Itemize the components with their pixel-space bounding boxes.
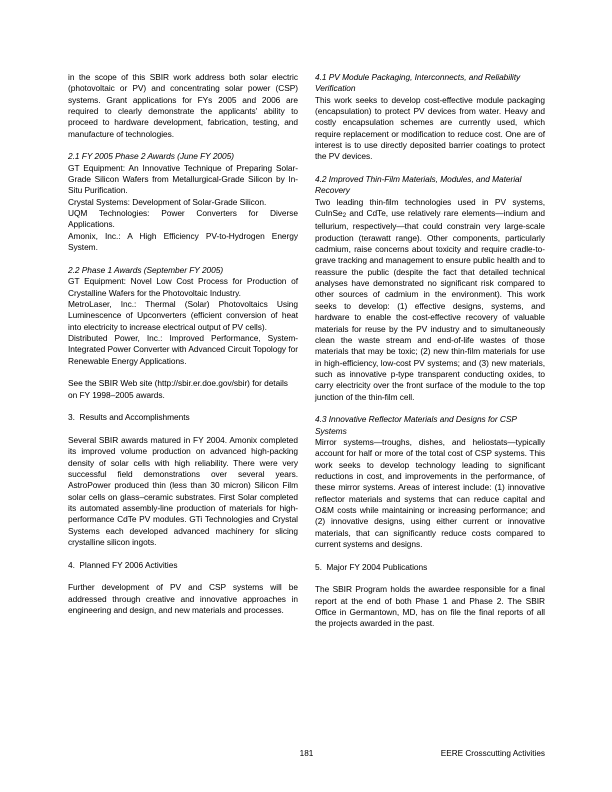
paragraph-spacer: [315, 163, 545, 174]
left-column: [68, 72, 298, 712]
paragraph-spacer: [68, 401, 298, 412]
heading-4-1: 4.1 PV Module Packaging, Interconnects, and Reliability Verification: [315, 72, 521, 94]
section-4-3-paragraph: Mirror systems—troughs, dishes, and heliostats—typically account for half or more of the total cost of CSP systems. This work seeks to develop technology leading to significant reductions in cost, and improvements in the performance, of these mirror systems. Areas of interest include: (1) innovative reflector materials and systems that can reduce capital and O&M costs while maintaining or increasing performance; and (2) innovative designs, using either current or innovative materials, that can significantly reduce costs compared to current systems and designs.: [315, 436, 545, 550]
award-item: GT Equipment: An Innovative Technique of Preparing Solar-Grade Silicon Wafers from Metallurgical-Grade Silicon by In-Situ Purification.: [68, 162, 298, 196]
paragraph-spacer: [315, 550, 545, 561]
section-4-2-text-post: and CdTe, use relatively rare elements—indium and tellurium, respectively—that could constrain very large-scale production (terawatt range). Other components, particularly cadmium, raise concerns about toxicity and require cradle-to-grave tracking and management to ensure public health and to reassure the public (despite the fact that detailed technical analyses have demonstrated no significant risk compared to other sources of cadmium in the environment). This work seeks to develop: (1) effective designs, systems, and hardware to enable the cost-effective recovery of valuable materials for reuse by the PV industry and to simultaneously clean the waste stream and end-of-life wastes of those materials that may be toxic; (2) new thin-film materials for use in high-efficiency, low-cost PV systems; and (3) new materials, such as innovative p-type transparent conducting oxides, to carry electricity over the front surface of the module to the top junction of the thin-film cell.: [315, 208, 545, 402]
cuinse2-subscript: 2: [342, 212, 347, 220]
heading-section-3: [68, 412, 298, 423]
section-4-number: 4.: [68, 559, 75, 570]
section-5-paragraph: The SBIR Program holds the awardee responsible for a final report at the end of both Phase 1 and Phase 2. The SBIR Office in Germantown, MD, has on file the final reports of all the projects awarded in the past.: [315, 584, 545, 629]
sbir-web-note: See the SBIR Web site (http://sbir.er.doe.gov/sbir) for details on FY 1998–2005 awards.: [68, 378, 288, 400]
section-3-title: Results and Accomplishments: [79, 412, 190, 423]
two-column-body: [68, 72, 545, 712]
award-item: Crystal Systems: Development of Solar-Grade Silicon.: [68, 196, 267, 207]
section-4-title: Planned FY 2006 Activities: [79, 559, 178, 570]
right-column: [315, 72, 545, 712]
section-4-2-paragraph: [315, 197, 545, 403]
page-footer: [68, 748, 545, 762]
award-item: Amonix, Inc.: A High Efficiency PV-to-Hydrogen Energy System.: [68, 230, 298, 253]
paragraph-spacer: [68, 424, 298, 435]
paragraph-spacer: [68, 548, 298, 559]
section-3-number: 3.: [68, 412, 75, 423]
heading-section-4: [68, 560, 298, 571]
section-4-2-text-pre: Two leading thin-film technologies used in PV systems, CuInSe: [315, 196, 545, 219]
section-5-number: 5.: [315, 561, 322, 572]
heading-section-5: [315, 562, 545, 573]
paragraph-spacer: [68, 140, 298, 151]
heading-2-2: 2.2 Phase 1 Awards (September FY 2005): [68, 264, 224, 275]
section-3-paragraph: Several SBIR awards matured in FY 2004. Amonix completed its improved volume production on advanced high-packing density of solar cells with high reliability. There were very successful field demonstrations over several years. AstroPower produced thin (less than 30 micron) Silicon Film solar cells on glass–ceramic substrates. First Solar completed its automated assembly-line production of materials for high-performance CdTe PV modules. GTi Technologies and Crystal Systems each developed advanced machinery for slicing crystalline silicon ingots.: [68, 435, 298, 548]
award-item: GT Equipment: Novel Low Cost Process for Production of Crystalline Wafers for the Photovoltaic Industry.: [68, 276, 298, 298]
intro-paragraph: in the scope of this SBIR work address both solar electric (photovoltaic or PV) and concentrating solar power (CSP) systems. Grant applications for FYs 2005 and 2006 are required to clearly demonstrate the applicants' ability to proceed to hardware development, fabrication, testing, and manufacture of technologies.: [68, 72, 298, 139]
paragraph-spacer: [68, 571, 298, 582]
page-number: 181: [299, 749, 314, 758]
award-item: UQM Technologies: Power Converters for Diverse Applications.: [68, 208, 298, 230]
paragraph-spacer: [315, 403, 545, 414]
award-item: Distributed Power, Inc.: Improved Performance, System-Integrated Power Converter with Advanced Circuit Topology for Renewable Energy Applications.: [68, 332, 298, 366]
heading-4-3: 4.3 Innovative Reflector Materials and Designs for CSP Systems: [315, 414, 517, 436]
paragraph-spacer: [68, 367, 298, 378]
footer-section-label: EERE Crosscutting Activities: [440, 749, 545, 758]
paragraph-spacer: [68, 254, 298, 265]
heading-4-2: 4.2 Improved Thin-Film Materials, Modules, and Material Recovery: [315, 174, 522, 196]
section-4-paragraph: Further development of PV and CSP systems will be addressed through creative and innovative approaches in engineering and design, and new materials and processes.: [68, 582, 298, 616]
award-item: MetroLaser, Inc.: Thermal (Solar) Photovoltaics Using Luminescence of Upconverters (efficient conversion of heat into electricity to increase electrical output of PV cells).: [68, 298, 298, 332]
heading-2-1: 2.1 FY 2005 Phase 2 Awards (June FY 2005): [68, 151, 234, 162]
paragraph-spacer: [315, 573, 545, 584]
section-4-1-paragraph: This work seeks to develop cost-effective module packaging (encapsulation) to protect PV devices from water. Heavy and costly encapsulation schemes are currently used, which require replacement or modification to reduce cost. One are of interest is to use directly deposited barrier coatings to protect the PV devices.: [315, 94, 545, 162]
section-5-title: Major FY 2004 Publications: [326, 561, 428, 572]
